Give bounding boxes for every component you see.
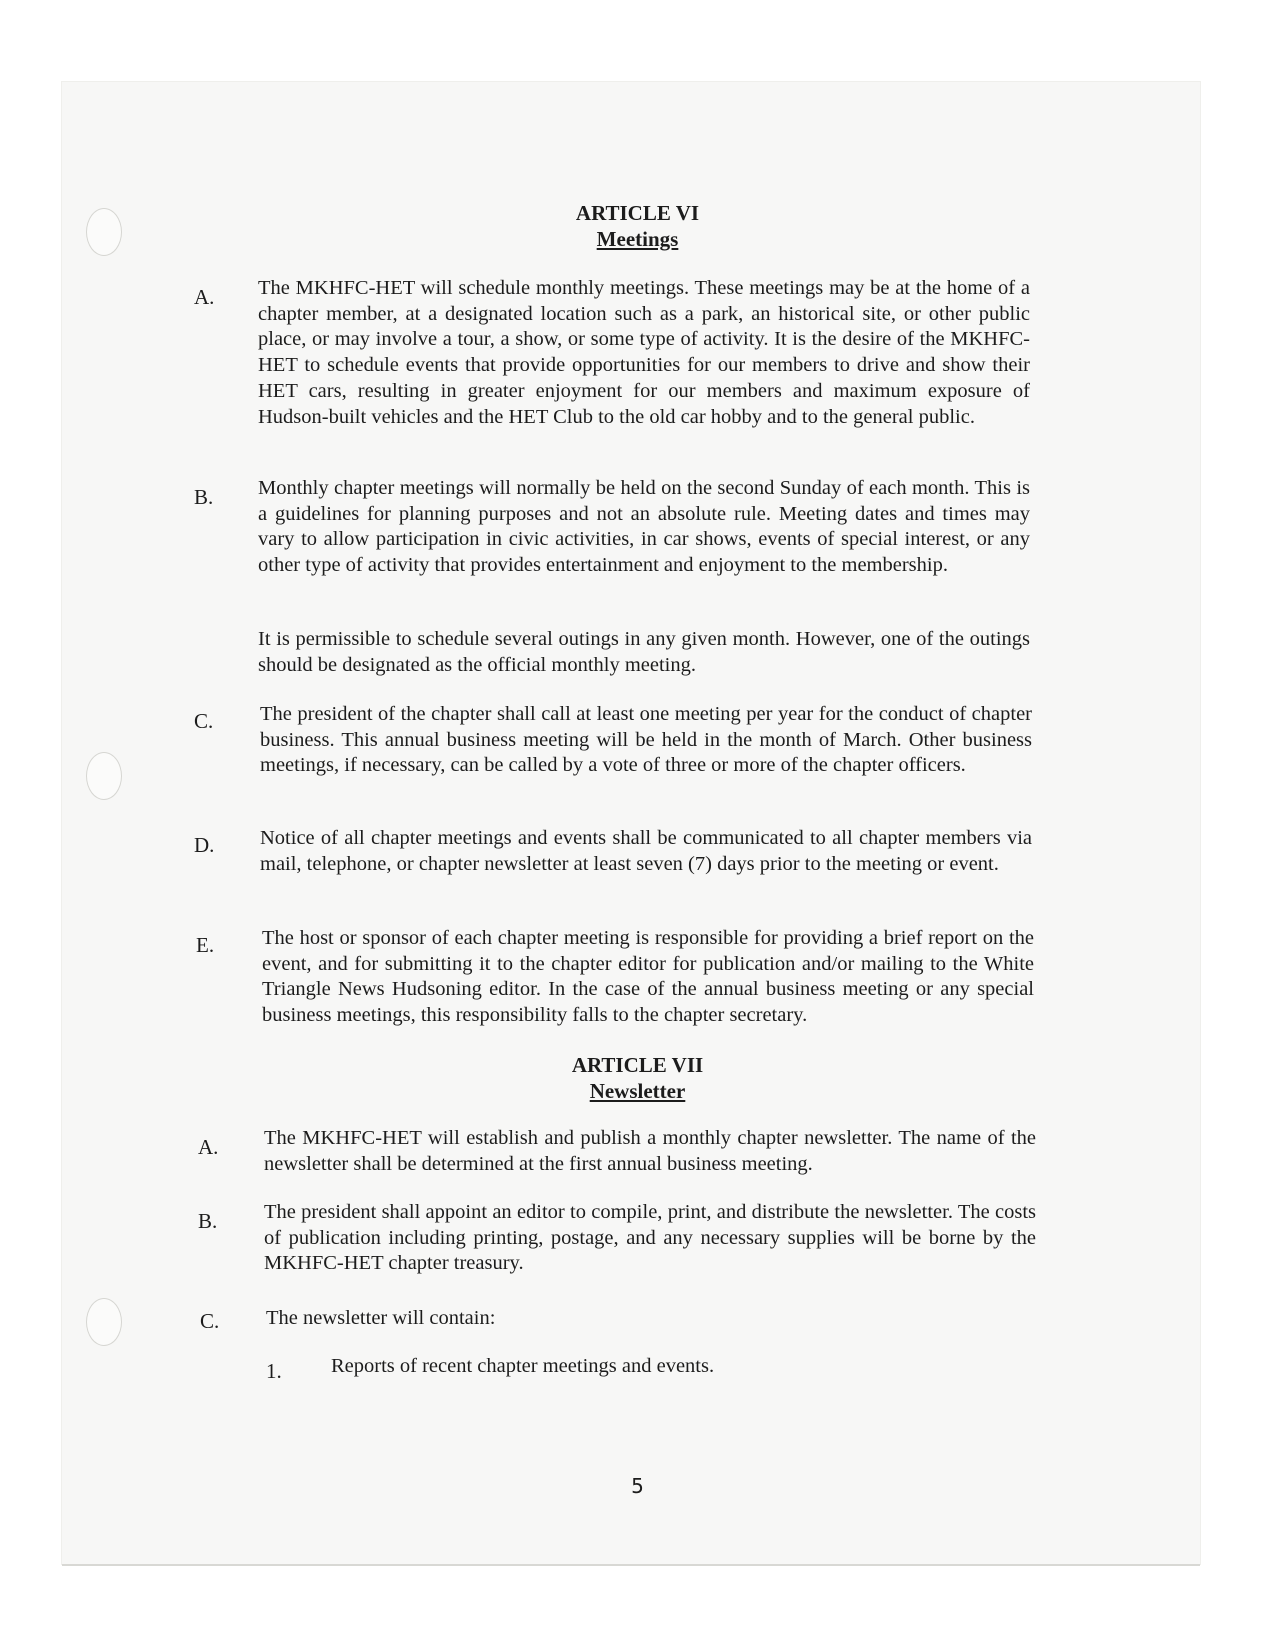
section-marker: E.: [196, 933, 215, 957]
section-text: The newsletter will contain:: [266, 1307, 496, 1329]
section-marker: B.: [194, 485, 214, 509]
section-text: The MKHFC-HET will establish and publish a monthly chapter newsletter. The name of the newsletter shall be determined at the first annual business meeting.: [264, 1127, 1036, 1175]
article-vi-heading: [0, 200, 1275, 252]
article-vii-heading: [0, 1052, 1275, 1104]
list-item-marker: 1.: [266, 1359, 282, 1383]
article-vii-title: ARTICLE VII: [571, 1053, 704, 1077]
article-vii-subtitle: Newsletter: [589, 1079, 686, 1103]
punch-hole: [86, 1298, 122, 1346]
section-marker: C.: [200, 1309, 220, 1333]
section-text: The host or sponsor of each chapter meeting is responsible for providing a brief report on the event, and for submitting it to the chapter editor for publication and/or mailing to the White Triangle News Hudsoning editor. In the case of the annual business meeting or any special business meetings, this responsibility falls to the chapter secretary.: [262, 927, 1034, 1027]
section-text: The MKHFC-HET will schedule monthly meetings. These meetings may be at the home of a chapter member, at a designated location such as a park, an historical site, or other public place, or may involve a tour, a show, or some type of activity. It is the desire of the MKHFC-HET to schedule events that provide opportunities for our members to drive and show their HET cars, resulting in greater enjoyment for our members and maximum exposure of Hudson-built vehicles and the HET Club to the old car hobby and to the general public.: [258, 277, 1030, 428]
article-vi-title: ARTICLE VI: [575, 201, 700, 225]
section-marker: A.: [194, 285, 215, 309]
article-vi-subtitle: Meetings: [596, 227, 679, 251]
section-text: Notice of all chapter meetings and events shall be communicated to all chapter members via mail, telephone, or chapter newsletter at least seven (7) days prior to the meeting or event.: [260, 827, 1032, 875]
section-text: The president of the chapter shall call at least one meeting per year for the conduct of chapter business. This annual business meeting will be held in the month of March. Other business meetings, if necessary, can be called by a vote of three or more of the chapter officers.: [260, 703, 1032, 777]
section-text: Monthly chapter meetings will normally be held on the second Sunday of each month. This is a guidelines for planning purposes and not an absolute rule. Meeting dates and times may vary to allow participation in civic activities, in car shows, events of special interest, or any other type of activity that provides entertainment and enjoyment to the membership.: [258, 477, 1030, 577]
section-marker: D.: [194, 833, 215, 857]
page-number: 5: [631, 1474, 644, 1498]
section-text-continued: It is permissible to schedule several outings in any given month. However, one of the outings should be designated as the official monthly meeting.: [258, 628, 1030, 676]
section-marker: B.: [198, 1209, 218, 1233]
section-text: The president shall appoint an editor to compile, print, and distribute the newsletter. The costs of publication including printing, postage, and any necessary supplies will be borne by the MKHFC-HET chapter treasury.: [264, 1201, 1036, 1275]
punch-hole: [86, 752, 122, 800]
section-marker: C.: [194, 709, 214, 733]
section-marker: A.: [198, 1135, 219, 1159]
scan-edge-line: [62, 1564, 1200, 1566]
list-item-text: Reports of recent chapter meetings and events.: [331, 1355, 715, 1377]
